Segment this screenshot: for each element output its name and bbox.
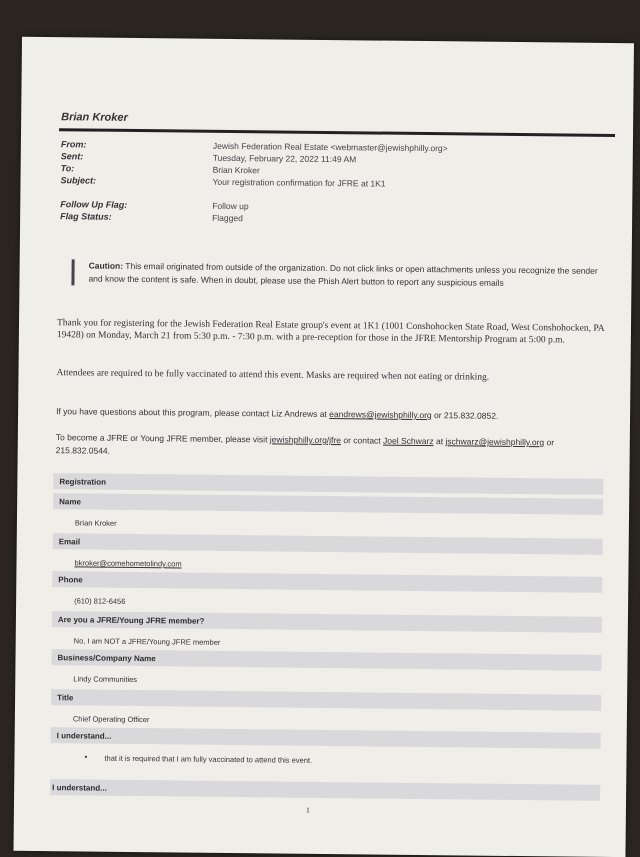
jschwarz-email-link[interactable]: jschwarz@jewishphilly.org	[445, 436, 545, 448]
field-title-label-row	[51, 689, 601, 711]
sender-name: Brian Kroker	[61, 111, 128, 124]
header-from-label: From:	[60, 139, 87, 150]
field-member-value: No, I am NOT a JFRE/Young JFRE member	[73, 636, 221, 647]
follow-up-flag-label: Follow Up Flag:	[60, 199, 128, 210]
header-sent-label: Sent:	[60, 151, 84, 162]
registration-heading: Registration	[59, 477, 107, 487]
bullet-dot: •	[84, 752, 88, 762]
field-title-label: Title	[57, 693, 74, 703]
field-phone-label-row	[52, 571, 602, 593]
eandrews-email-link[interactable]: eandrews@jewishphilly.org	[329, 409, 432, 421]
body-paragraph-membership	[56, 431, 556, 462]
field-understand2-label-row	[50, 779, 600, 801]
follow-up-flag-value: Follow up	[212, 200, 249, 212]
registration-heading-row	[53, 473, 603, 495]
field-company-label: Business/Company Name	[57, 653, 156, 664]
membership-contact-text: or contact	[340, 435, 384, 446]
caution-banner	[71, 259, 608, 291]
field-title-value: Chief Operating Officer	[72, 714, 150, 725]
membership-at-text: at	[433, 436, 446, 447]
body-paragraph-vaccination: Attendees are required to be fully vaccinated to attend this event. Masks are required when not eating or drinking.	[56, 368, 490, 383]
caution-lead: Caution:	[88, 260, 124, 271]
joel-schwarz-link[interactable]: Joel Schwarz	[383, 435, 434, 447]
header-from-value: Jewish Federation Real Estate <webmaster@jewishphilly.org>	[212, 140, 448, 154]
field-name-label-row	[53, 493, 603, 515]
membership-text: To become a JFRE or Young JFRE member, please visit	[55, 432, 270, 445]
page-number: 1	[305, 805, 310, 815]
flag-status-value: Flagged	[212, 212, 243, 224]
header-to-label: To:	[60, 163, 75, 174]
flag-status-label: Flag Status:	[60, 211, 112, 222]
field-email-label: Email	[58, 537, 81, 547]
field-email-value[interactable]: bkroker@comehometolindy.com	[74, 558, 182, 569]
header-subject-label: Subject:	[60, 175, 97, 186]
field-name-value: Brian Kroker	[74, 518, 117, 528]
field-understand-label-row	[51, 727, 601, 749]
field-email-label-row	[53, 533, 603, 555]
field-understand2-label: I understand...	[52, 783, 107, 793]
questions-phone: or 215.832.0852.	[431, 410, 499, 421]
header-subject-value: Your registration confirmation for JFRE at 1K1	[212, 176, 386, 189]
jfre-website-link[interactable]: jewishphilly.org/jfre	[269, 434, 342, 446]
caution-text: This email originated from outside of the organization. Do not click links or open attachments unless you recognize the sender and know the content is safe. When in doubt, please use the Phish Alert button to report any suspicious emails	[88, 260, 598, 288]
field-name-label: Name	[59, 497, 81, 507]
questions-text: If you have questions about this program, please contact Liz Andrews at	[56, 406, 330, 420]
field-understand-label: I understand...	[56, 731, 112, 741]
header-sent-value: Tuesday, February 22, 2022 11:49 AM	[212, 152, 357, 165]
field-phone-value: (610) 812-6456	[74, 596, 126, 606]
field-understand-value: that it is required that I am fully vaccinated to attend this event.	[104, 753, 313, 765]
field-company-value: Lindy Communities	[73, 674, 138, 685]
printed-email-page	[13, 37, 633, 857]
header-rule	[59, 128, 615, 137]
body-paragraph-event: Thank you for registering for the Jewish Federation Real Estate group's event at 1K1 (1001 Conshohocken State Road, West Conshohocken, PA 19428) on Monday, March 21 from 5:30 p.m. - 7:30 p.m. with a pre-reception for those in the JFRE Mentorship Program at 5:00 p.m.	[56, 318, 605, 346]
body-paragraph-questions	[56, 405, 616, 424]
field-member-label: Are you a JFRE/Young JFRE member?	[57, 615, 205, 626]
field-phone-label: Phone	[58, 575, 83, 585]
membership-phone: or 215.832.0544.	[55, 437, 555, 456]
header-to-value: Brian Kroker	[212, 164, 260, 176]
